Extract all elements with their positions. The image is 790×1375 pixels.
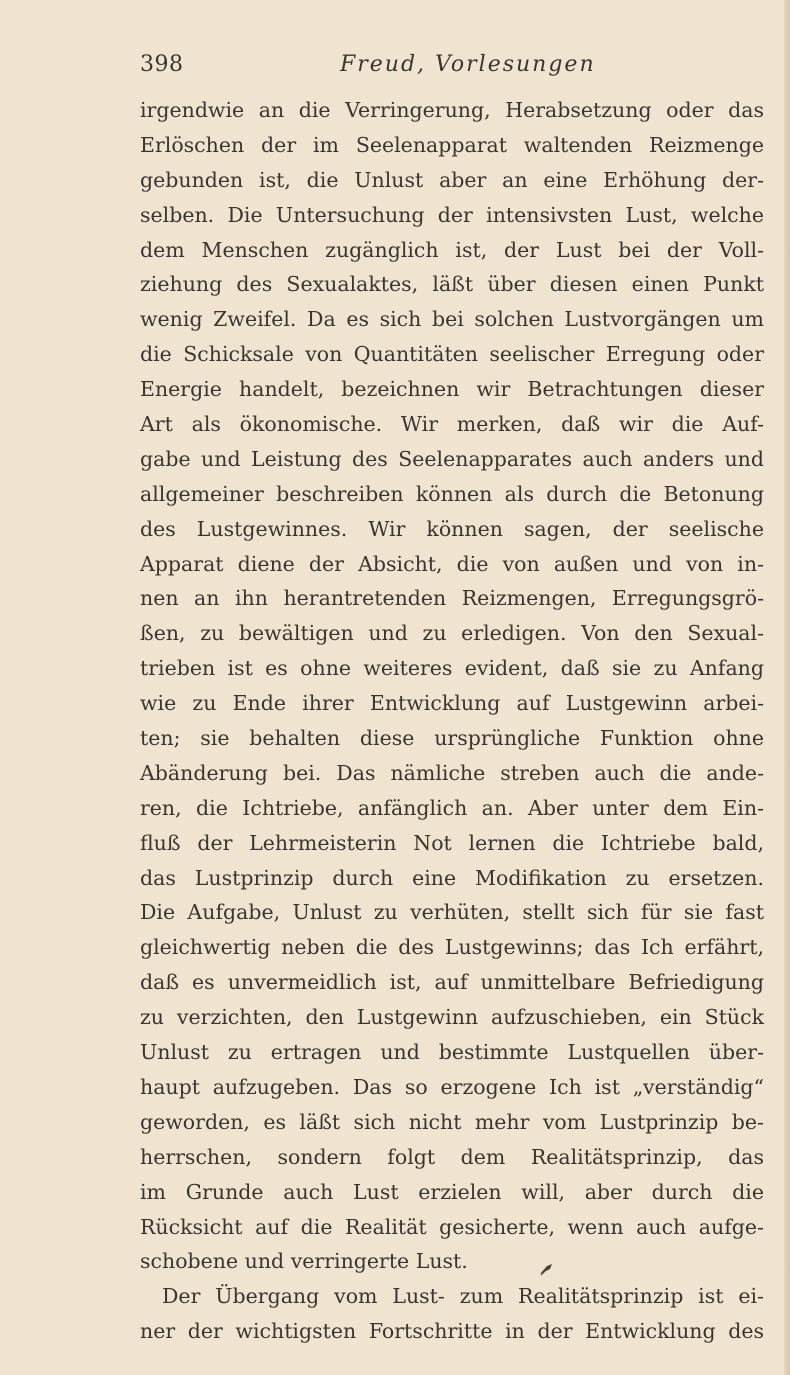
- text-line: daß es unvermeidlich ist, auf unmittelbare Befriedigung: [140, 970, 764, 995]
- text-line: im Grunde auch Lust erzielen will, aber durch die: [140, 1179, 764, 1204]
- text-line: des Lustgewinnes. Wir können sagen, der seelische: [140, 516, 764, 541]
- text-line: trieben ist es ohne weiteres evident, daß sie zu Anfang: [140, 656, 764, 681]
- text-line: ten; sie behalten diese ursprüngliche Funktion ohne: [140, 726, 764, 751]
- page-edge: [784, 0, 790, 1375]
- text-line: ziehung des Sexualaktes, läßt über diesen einen Punkt: [140, 272, 764, 297]
- page-number: 398: [140, 52, 184, 77]
- text-line: ner der wichtigsten Fortschritte in der Entwicklung des: [140, 1319, 764, 1344]
- paragraph-2: [140, 1279, 764, 1349]
- text-line: dem Menschen zugänglich ist, der Lust bei der Voll-: [140, 237, 764, 262]
- text-line: irgendwie an die Verringerung, Herabsetzung oder das: [140, 98, 764, 122]
- text-line: ßen, zu bewältigen und zu erledigen. Von den Sexual-: [140, 621, 764, 646]
- text-line: schobene und verringerte Lust.: [140, 1249, 468, 1274]
- text-line: zu verzichten, den Lustgewinn aufzuschieben, ein Stück: [140, 1005, 764, 1030]
- text-line: Der Übergang vom Lust- zum Realitätsprinzip ist ei-: [162, 1284, 764, 1309]
- text-line: Erlöschen der im Seelenapparat waltenden Reizmenge: [140, 132, 764, 157]
- text-line: die Schicksale von Quantitäten seelischer Erregung oder: [140, 342, 764, 367]
- text-line: gebunden ist, die Unlust aber an eine Erhöhung der-: [140, 167, 764, 192]
- text-line: nen an ihn herantretenden Reizmengen, Erregungsgrö-: [140, 586, 764, 611]
- text-line: geworden, es läßt sich nicht mehr vom Lustprinzip be-: [140, 1109, 764, 1134]
- text-line: Art als ökonomische. Wir merken, daß wir die Auf-: [140, 412, 764, 437]
- text-line: das Lustprinzip durch eine Modifikation zu ersetzen.: [140, 865, 764, 890]
- text-line: selben. Die Untersuchung der intensivsten Lust, welche: [140, 202, 764, 227]
- text-line: haupt aufzugeben. Das so erzogene Ich ist „verständig“: [140, 1074, 764, 1099]
- body-text: [140, 93, 764, 1349]
- text-line: Rücksicht auf die Realität gesicherte, wenn auch aufge-: [140, 1214, 764, 1239]
- text-line: herrschen, sondern folgt dem Realitätsprinzip, das: [140, 1144, 764, 1169]
- text-line: fluß der Lehrmeisterin Not lernen die Ichtriebe bald,: [140, 830, 764, 855]
- printer-ornament-icon: [538, 1262, 554, 1276]
- text-line: wie zu Ende ihrer Entwicklung auf Lustgewinn arbei-: [140, 691, 764, 716]
- text-line: ren, die Ichtriebe, anfänglich an. Aber unter dem Ein-: [140, 795, 764, 820]
- running-title: Freud, Vorlesungen: [340, 52, 596, 77]
- text-line: Unlust zu ertragen und bestimmte Lustquellen über-: [140, 1040, 764, 1065]
- text-line: Energie handelt, bezeichnen wir Betrachtungen dieser: [140, 377, 764, 402]
- text-line: Apparat diene der Absicht, die von außen und von in-: [140, 551, 764, 576]
- text-line: gleichwertig neben die des Lustgewinns; das Ich erfährt,: [140, 935, 764, 960]
- text-line: allgemeiner beschreiben können als durch die Betonung: [140, 481, 764, 506]
- text-line: wenig Zweifel. Da es sich bei solchen Lustvorgängen um: [140, 307, 764, 332]
- paragraph-1: [140, 93, 764, 1279]
- text-line: Abänderung bei. Das nämliche streben auch die ande-: [140, 760, 764, 785]
- text-line: gabe und Leistung des Seelenapparates auch anders und: [140, 446, 764, 471]
- page-header: [140, 52, 760, 88]
- text-line: Die Aufgabe, Unlust zu verhüten, stellt sich für sie fast: [140, 900, 764, 925]
